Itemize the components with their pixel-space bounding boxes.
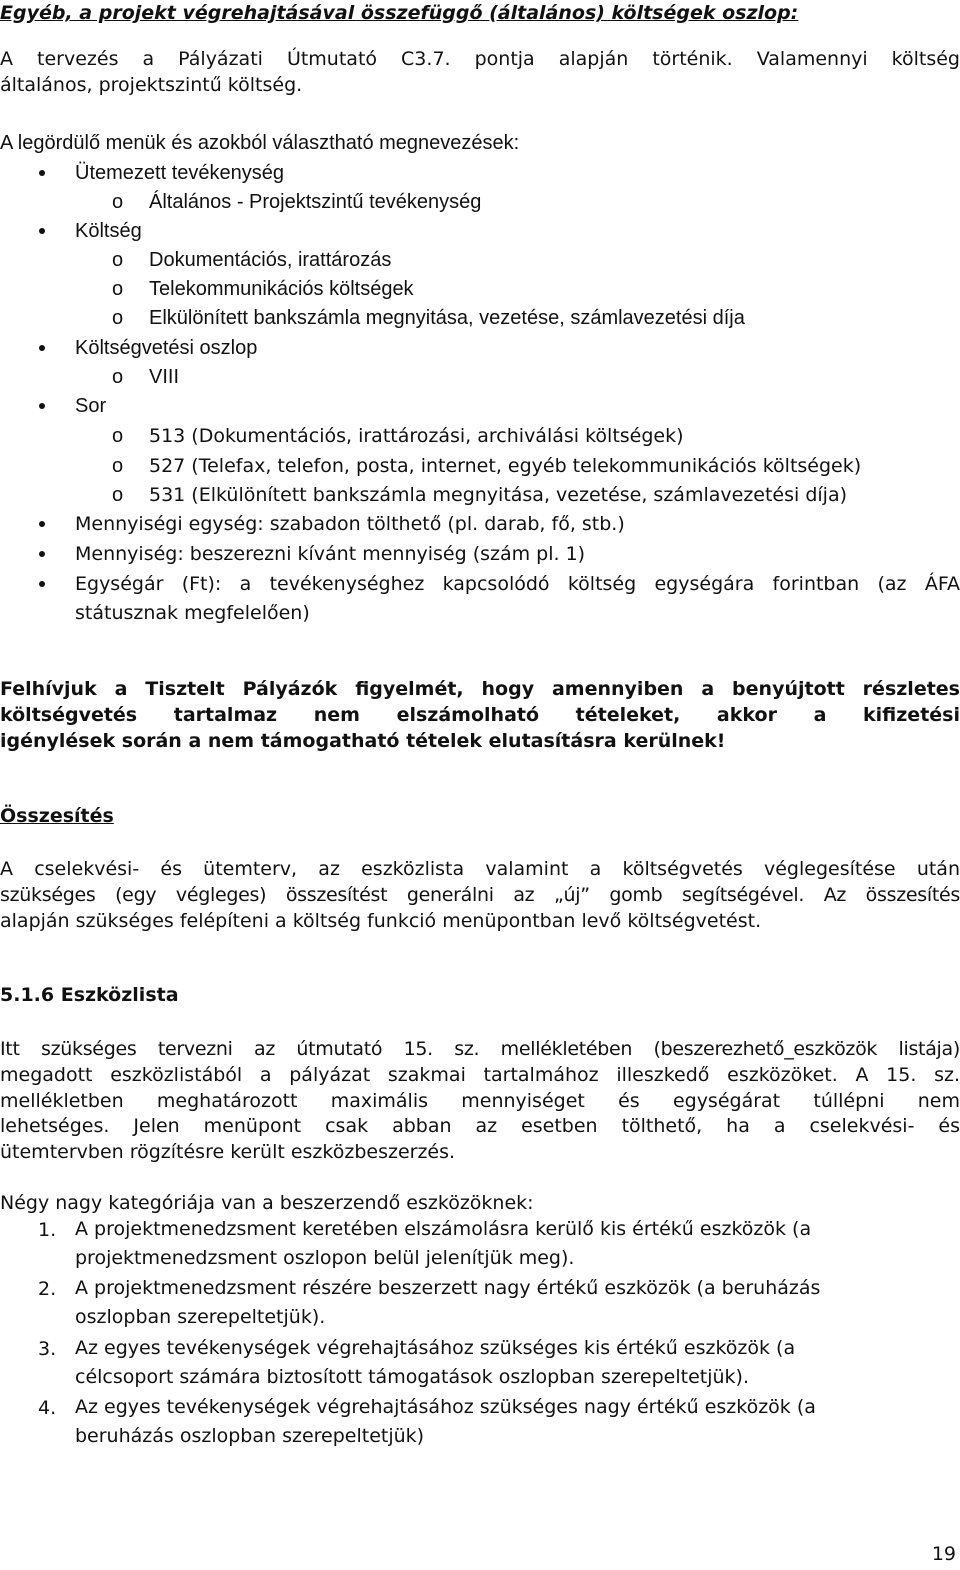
intro-line-2: általános, projektszintű költség. [0,74,303,96]
circle-bullet-icon: o [112,307,124,329]
circle-bullet-icon: o [112,191,124,213]
list-item: Egységár (Ft): a tevékenységhez kapcsolódó költség egységára forintban (az ÁFA [0,569,960,599]
list-item: Sor [0,391,960,421]
list-item: o Dokumentációs, irattározás [0,245,960,275]
tools-line-1: Itt szükséges tervezni az útmutató 15. sz. mellékletében (beszerezhető_eszközök listája) [0,1038,960,1060]
list-item: Költség [0,216,960,246]
bullet-icon [39,581,45,587]
circle-bullet-icon: o [112,278,124,300]
list-item: o Általános - Projektszintű tevékenység [0,187,960,217]
page-number: 19 [931,1543,956,1565]
tools-line-2: megadott eszközlistából a pályázat szakmai tartalmához illeszkedő eszközöket. A 15. sz. [0,1064,960,1086]
list-item-continuation: státusznak megfelelően) [75,602,310,624]
warning-line-2: költségvetés tartalmaz nem elszámolható tételeket, akkor a kifizetési [0,704,960,726]
list-item: o 513 (Dokumentációs, irattározási, archiválási költségek) [0,421,960,451]
list-item: o VIII [0,362,960,392]
bullet-icon [39,345,45,351]
bullet-icon [39,170,45,176]
tools-line-5: ütemtervben rögzítésre került eszközbeszerzés. [0,1141,456,1163]
circle-bullet-icon: o [112,366,124,388]
bullet-icon [39,403,45,409]
intro-line-1: A tervezés a Pályázati Útmutató C3.7. pontja alapján történik. Valamennyi költség [0,48,960,70]
bullet-icon [39,228,45,234]
list-item: o 531 (Elkülönített bankszámla megnyitása, vezetése, számlavezetési díja) [0,480,960,510]
section-heading: Egyéb, a projekt végrehajtásával összefüggő (általános) költségek oszlop: [0,2,799,24]
list-item: Ütemezett tevékenység [0,158,960,188]
warning-line-3: igénylések során a nem támogatható tételek elutasításra kerülnek! [0,730,726,752]
list-item: 3. Az egyes tevékenységek végrehajtásához szükséges kis értékű eszközök (a célcsoport számára biztosított támogatások oszlopban szerepeltetjük). [38,1337,796,1388]
summary-line-1: A cselekvési- és ütemterv, az eszközlista valamint a költségvetés véglegesítése után [0,858,960,880]
list-item: 1. A projektmenedzsment keretében elszámolásra kerülő kis értékű eszközök (a projektmenedzsment oszlopon belül jelenítjük meg). [38,1218,812,1269]
tools-line-4: lehetséges. Jelen menüpont csak abban az esetben tölthető, ha a cselekvési- és [0,1115,960,1137]
tools-line-3: mellékletben meghatározott maximális mennyiséget és egységárat túllépni nem [0,1090,960,1112]
list-item: 2. A projektmenedzsment részére beszerzett nagy értékű eszközök (a beruházás oszlopban szerepeltetjük). [38,1277,821,1328]
circle-bullet-icon: o [112,484,124,506]
list-item: Mennyiség: beszerezni kívánt mennyiség (szám pl. 1) [0,539,960,569]
warning-line-1: Felhívjuk a Tisztelt Pályázók figyelmét, hogy amennyiben a benyújtott részletes [0,678,960,700]
summary-title: Összesítés [0,805,114,827]
list-item: o Elkülönített bankszámla megnyitása, vezetése, számlavezetési díja [0,303,960,333]
tools-title: 5.1.6 Eszközlista [0,984,179,1006]
circle-bullet-icon: o [112,455,124,477]
circle-bullet-icon: o [112,425,124,447]
categories-intro: Négy nagy kategóriája van a beszerzendő eszközöknek: [0,1192,534,1214]
summary-line-3: alapján szükséges felépíteni a költség funkció menüpontban levő költségvetést. [0,910,762,932]
list-item: 4. Az egyes tevékenységek végrehajtásához szükséges nagy értékű eszközök (a beruházás oszlopban szerepeltetjük) [38,1396,816,1447]
list-item: o Telekommunikációs költségek [0,274,960,304]
circle-bullet-icon: o [112,249,124,271]
list-item: Mennyiségi egység: szabadon tölthető (pl. darab, fő, stb.) [0,509,960,539]
list-item: Költségvetési oszlop [0,333,960,363]
summary-line-2: szükséges (egy végleges) összesítést generálni az „új” gomb segítségével. Az összesítés [0,884,960,906]
list-item: o 527 (Telefax, telefon, posta, internet, egyéb telekommunikációs költségek) [0,451,960,481]
bullet-icon [39,551,45,557]
menu-intro: A legördülő menük és azokból választható megnevezések: [0,132,520,154]
bullet-icon [39,521,45,527]
